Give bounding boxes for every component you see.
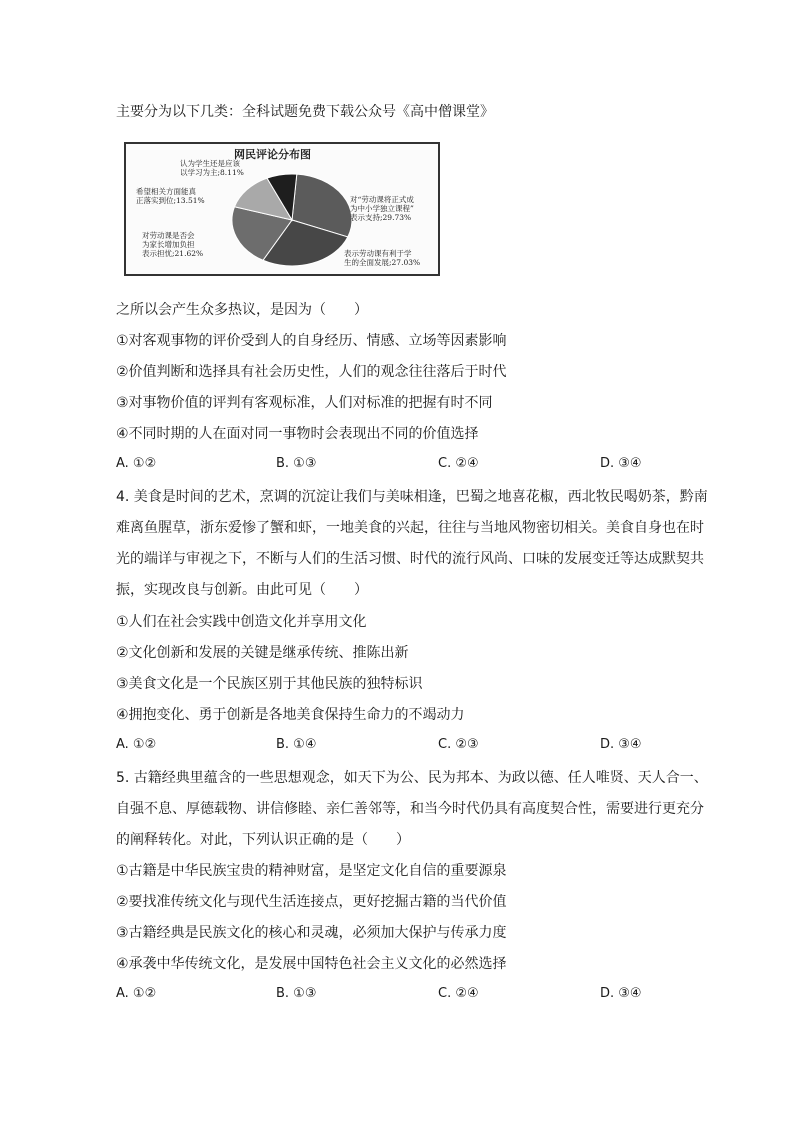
q5-options (116, 986, 676, 1006)
q4-item-2: ②文化创新和发展的关键是继承传统、推陈出新 (116, 645, 409, 661)
slice-label: 对“劳动课将正式成为中小学独立课程”表示支持;29.73% (350, 195, 414, 222)
q5-stem-line-3: 的阐释转化。对此，下列认识正确的是（ ） (116, 832, 410, 848)
q4-option-b[interactable]: B. ①④ (276, 737, 317, 752)
q5-option-b[interactable]: B. ①③ (276, 986, 317, 1001)
q3-option-a[interactable]: A. ①② (116, 456, 157, 471)
q4-item-1: ①人们在社会实践中创造文化并享用文化 (116, 614, 367, 630)
q5-option-a[interactable]: A. ①② (116, 986, 157, 1001)
q3-options (116, 456, 676, 476)
q5-stem-line-1: 5. 古籍经典里蕴含的一些思想观念，如天下为公、民为邦本、为政以德、任人唯贤、天人合一、 (116, 770, 708, 786)
q5-item-3: ③古籍经典是民族文化的核心和灵魂，必须加大保护与传承力度 (116, 925, 507, 941)
q3-item-1: ①对客观事物的评价受到人的自身经历、情感、立场等因素影响 (116, 333, 507, 349)
header-line: 主要分为以下几类：全科试题免费下载公众号《高中僧课堂》 (116, 104, 494, 120)
pie-chart-svg (126, 144, 442, 278)
q4-stem-line-1: 4. 美食是时间的艺术，烹调的沉淀让我们与美味相逢，巴蜀之地喜花椒，西北牧民喝奶茶，黔南 (116, 489, 708, 505)
slice-label: 对劳动课是否会为家长增加负担表示担忧;21.62% (142, 231, 204, 258)
q5-option-d[interactable]: D. ③④ (600, 986, 642, 1001)
q4-item-4: ④拥抱变化、勇于创新是各地美食保持生命力的不竭动力 (116, 707, 465, 723)
q4-stem-line-2: 难离鱼腥草，浙东爱惨了蟹和虾，一地美食的兴起，往往与当地风物密切相关。美食自身也在时 (116, 520, 704, 536)
q3-item-2: ②价值判断和选择具有社会历史性，人们的观念往往落后于时代 (116, 364, 507, 380)
slice-label: 认为学生还是应该以学习为主;8.11% (180, 159, 244, 177)
pie-chart (124, 142, 440, 276)
q3-item-3: ③对事物价值的评判有客观标准，人们对标准的把握有时不同 (116, 395, 493, 411)
slice-label: 希望相关方面能真正落实到位;13.51% (136, 187, 205, 205)
q5-item-1: ①古籍是中华民族宝贵的精神财富，是坚定文化自信的重要源泉 (116, 863, 507, 879)
q5-stem-line-2: 自强不息、厚德载物、讲信修睦、亲仁善邻等，和当今时代仍具有高度契合性，需要进行更充分 (116, 801, 704, 817)
q3-stem: 之所以会产生众多热议，是因为（ ） (116, 302, 368, 318)
q4-option-c[interactable]: C. ②③ (438, 737, 479, 752)
q3-item-4: ④不同时期的人在面对同一事物时会表现出不同的价值选择 (116, 426, 479, 442)
q4-stem-line-4: 振，实现改良与创新。由此可见（ ） (116, 582, 368, 598)
q4-item-3: ③美食文化是一个民族区别于其他民族的独特标识 (116, 676, 423, 692)
q4-option-d[interactable]: D. ③④ (600, 737, 642, 752)
q3-option-c[interactable]: C. ②④ (438, 456, 479, 471)
slice-label: 表示劳动课有利于学生的全面发展;27.03% (344, 249, 421, 267)
chart-title: 网民评论分布图 (234, 148, 311, 161)
q4-option-a[interactable]: A. ①② (116, 737, 157, 752)
q4-options (116, 737, 676, 757)
q5-option-c[interactable]: C. ②④ (438, 986, 479, 1001)
q5-item-4: ④承袭中华传统文化，是发展中国特色社会主义文化的必然选择 (116, 956, 507, 972)
q3-option-d[interactable]: D. ③④ (600, 456, 642, 471)
q4-stem-line-3: 光的端详与审视之下，不断与人们的生活习惯、时代的流行风尚、口味的发展变迁等达成默契共 (116, 551, 704, 567)
q3-option-b[interactable]: B. ①③ (276, 456, 317, 471)
q5-item-2: ②要找准传统文化与现代生活连接点，更好挖掘古籍的当代价值 (116, 894, 507, 910)
